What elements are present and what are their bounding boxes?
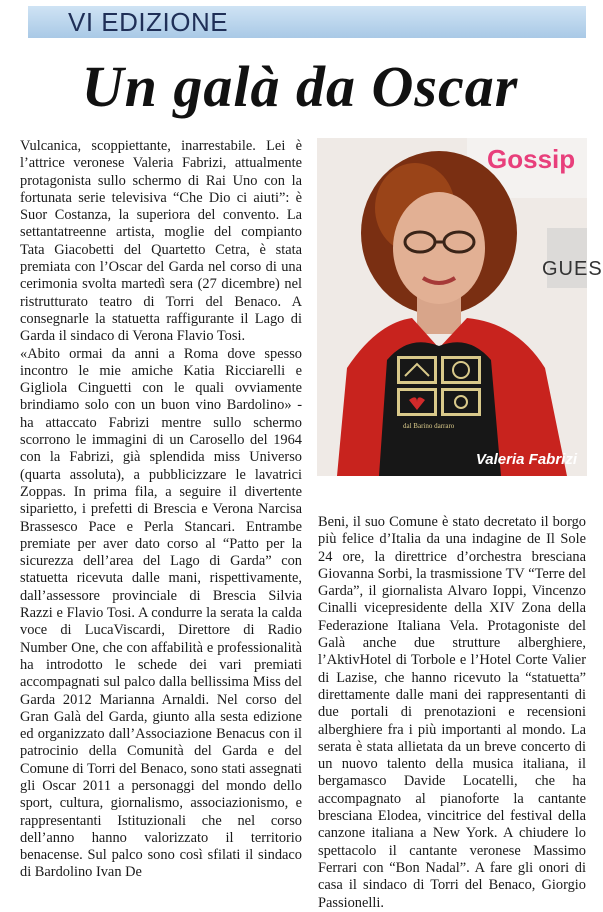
article-title: Un galà da Oscar (81, 54, 519, 119)
article-body-right-column (318, 514, 586, 912)
shirt-print-text: dal Barino darraro (403, 422, 455, 430)
paragraph: «Abito ormai da anni a Roma dove spesso incontro le mie amiche Katia Ricciarelli e Gigliola Cinguetti con le quali ovviamente brindiamo solo con un buon vino Bardolino» - ha attaccato Fabrizi mentre sullo schermo scorrono le immagini di un Carosello del 1964 con la Fabrizi, già splendida miss Universo (quarta assoluta), a pubblicizzare le lavatrici Zoppas. In prima fila, a seguire il divertente siparietto, i prefetti di Brescia e Verona Narcisa Brassesco Pace e Perla Stancari. Entrambe premiate per aver dato corso al “Patto per la sicurezza dell’area del Lago di Garda” con statuetta ricevuta dalle mani, rispettivamente, dall’assessore provinciale di Brescia Silvia Razzi e Flavio Tosi. A condurre la serata la calda voce di LucaViscardi, Direttore di Radio Number One, che con affabilità e professionalità ha introdotto le schede dei vari premiati accompagnati sul palco dalla bellissima Miss del Garda 2012 Marianna Arnaldi. Nel corso del Gran Galà del Garda, giunto alla sesta edizione ed organizzato dall’Associazione Benacus con il patrocinio della Comunità del Garda e del Comune di Torri del Benaco, sono stati assegnati gli Oscar 2011 a personaggi del mondo dello sport, cultura, giornalismo, associazionismo, e rappresentanti Istituzionali che nel corso dell’anno hanno valorizzato il territorio benacense. Sul palco sono così sfilati il sindaco di Bardolino Ivan De (20, 345, 302, 881)
article-body-left-column (20, 138, 302, 882)
article-photo (317, 138, 603, 476)
backdrop-logo: Gossip (487, 144, 576, 174)
section-header-bar (28, 6, 586, 38)
paragraph: Vulcanica, scoppiettante, inarrestabile. Lei è l’attrice veronese Valeria Fabrizi, attualmente protagonista sullo schermo di Rai Uno con la fortunata serie televisiva “Che Dio ci aiuti”: è Suor Costanza, la superiora del convento. La settantatreenne artista, moglie del compianto Tata Giacobetti del Quartetto Cetra, è stata premiata con l’Oscar del Garda nel corso di una cerimonia svolta martedì sera (27 dicembre) nel ristrutturato teatro di Torri del Benaco. A consegnarle la statuetta raffigurante il Lago di Garda il sindaco di Verona Flavio Tosi. (20, 138, 302, 345)
section-label: VI EDIZIONE (68, 7, 229, 37)
backdrop-sign: GUES (542, 258, 603, 280)
photo-caption: Valeria Fabrizi (475, 451, 577, 468)
paragraph: Beni, il suo Comune è stato decretato il borgo più felice d’Italia da una indagine de Il Sole 24 ore, la direttrice d’orchestra bresciana Giovanna Sorbi, la trasmissione TV “Terre del Garda”, il giornalista Alvaro Ioppi, Vincenzo Cinalli vicepresidente della XIV Zona della Federazione Italiana Vela. Protagoniste del Galà anche due strutture alberghiere, l’AktivHotel di Torbole e l’Hotel Corte Valier di Lazise, che hanno ricevuto la “statuetta” direttamente dalle mani dei rappresentanti di due portali di prenotazioni e recensioni alberghiere fra i più importanti al mondo. La serata è stata allietata da un breve concerto di un nuovo talento della musica italiana, il bergamasco Davide Locatelli, che ha accompagnato al pianoforte la cantante bresciana Elodea, vincitrice del festival della canzone italiana a New York. A chiudere lo spettacolo il cantante veronese Massimo Ferrari con “Bon Nadal”. A fare gli onori di casa il sindaco di Torri del Benaco, Giorgio Passionelli. (318, 514, 586, 911)
